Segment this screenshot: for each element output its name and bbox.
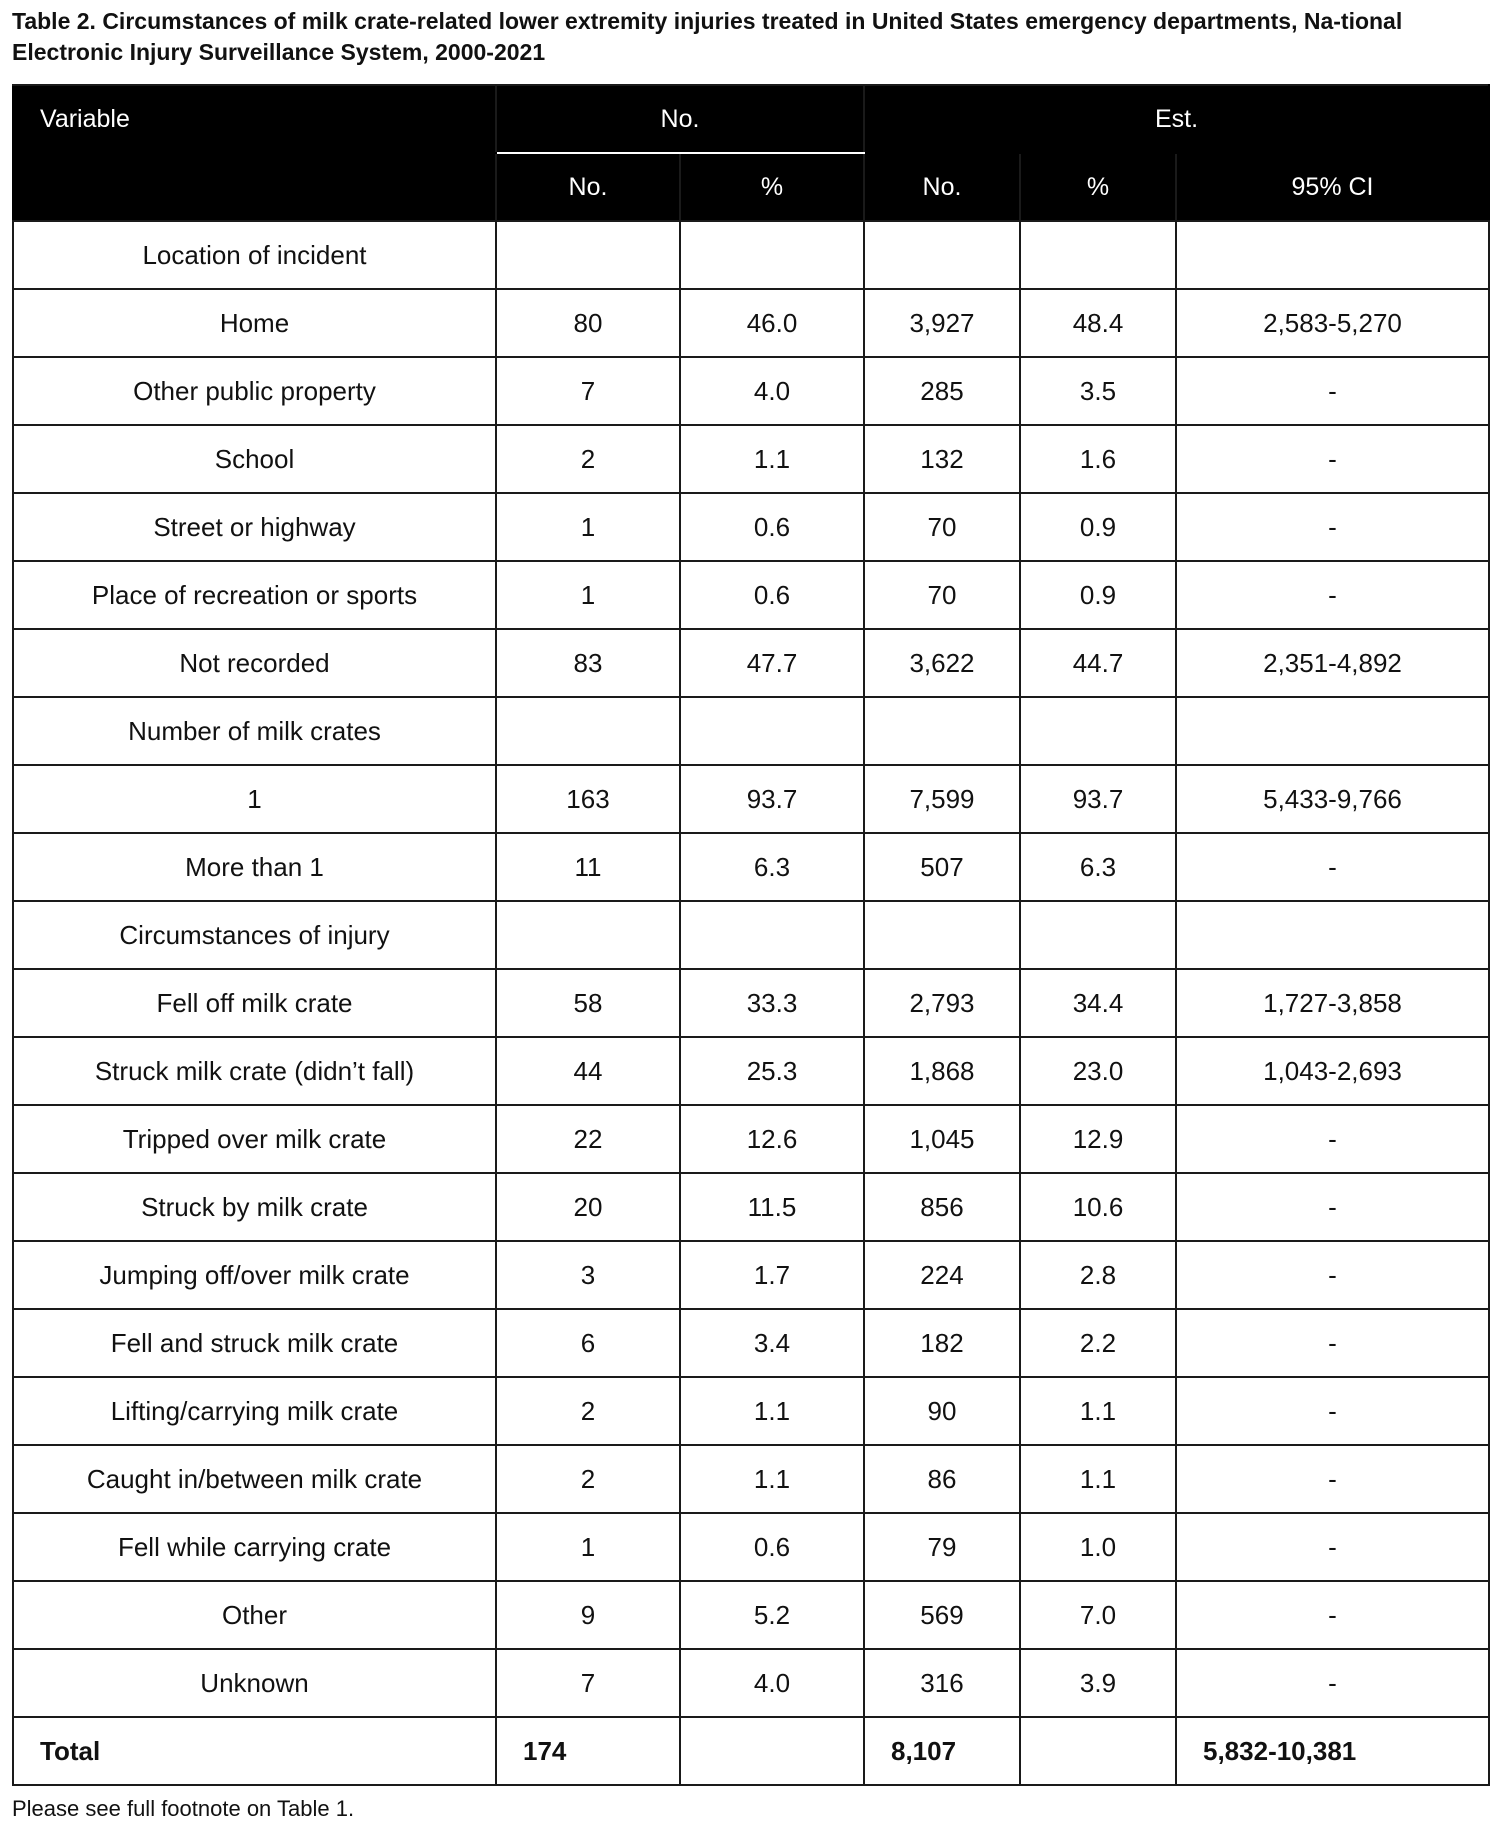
row-no: 1 (496, 561, 680, 629)
est-no-column-header: No. (864, 153, 1020, 221)
section-title: Circumstances of injury (13, 901, 496, 969)
row-est-no: 86 (864, 1445, 1020, 1513)
ci-column-header: 95% CI (1176, 153, 1489, 221)
row-est-no: 569 (864, 1581, 1020, 1649)
row-pct: 1.7 (680, 1241, 864, 1309)
row-est-pct: 1.6 (1020, 425, 1176, 493)
row-pct: 46.0 (680, 289, 864, 357)
row-est-pct: 12.9 (1020, 1105, 1176, 1173)
row-est-pct: 1.0 (1020, 1513, 1176, 1581)
table-header (13, 85, 1489, 221)
row-label: Unknown (13, 1649, 496, 1717)
row-est-pct: 2.2 (1020, 1309, 1176, 1377)
row-pct: 33.3 (680, 969, 864, 1037)
table-footnote: Please see full footnote on Table 1. (12, 1796, 355, 1821)
row-est-no: 70 (864, 493, 1020, 561)
row-ci: - (1176, 425, 1489, 493)
row-label: School (13, 425, 496, 493)
row-pct: 1.1 (680, 1445, 864, 1513)
row-ci: - (1176, 561, 1489, 629)
row-ci: - (1176, 1649, 1489, 1717)
row-est-no: 182 (864, 1309, 1020, 1377)
empty-cell (680, 901, 864, 969)
row-no: 80 (496, 289, 680, 357)
empty-cell (864, 221, 1020, 289)
row-label: Fell off milk crate (13, 969, 496, 1037)
section-header-row (13, 901, 1489, 969)
table-row (13, 969, 1489, 1037)
row-no: 1 (496, 493, 680, 561)
row-est-no: 285 (864, 357, 1020, 425)
variable-subheader (13, 153, 496, 221)
empty-cell (1176, 901, 1489, 969)
row-no: 9 (496, 1581, 680, 1649)
row-label: Place of recreation or sports (13, 561, 496, 629)
section-title: Location of incident (13, 221, 496, 289)
empty-cell (1020, 221, 1176, 289)
empty-cell (864, 697, 1020, 765)
row-pct: 93.7 (680, 765, 864, 833)
table-caption: Table 2. Circumstances of milk crate-related lower extremity injuries treated in United States emergency departments, Na-tional Electronic Injury Surveillance System, 2000-2021 (12, 8, 1403, 65)
row-label: Fell while carrying crate (13, 1513, 496, 1581)
row-est-pct: 7.0 (1020, 1581, 1176, 1649)
row-est-no: 1,045 (864, 1105, 1020, 1173)
row-ci: - (1176, 357, 1489, 425)
row-label: Lifting/carrying milk crate (13, 1377, 496, 1445)
table-body (13, 221, 1489, 1717)
section-header-row (13, 221, 1489, 289)
row-ci: - (1176, 1581, 1489, 1649)
row-ci: - (1176, 1513, 1489, 1581)
row-pct: 0.6 (680, 493, 864, 561)
row-no: 2 (496, 425, 680, 493)
table-row (13, 1513, 1489, 1581)
row-no: 6 (496, 1309, 680, 1377)
table-row (13, 493, 1489, 561)
empty-cell (496, 901, 680, 969)
empty-cell (1176, 697, 1489, 765)
row-est-no: 3,927 (864, 289, 1020, 357)
table-row (13, 1037, 1489, 1105)
row-label: Other (13, 1581, 496, 1649)
row-no: 58 (496, 969, 680, 1037)
row-no: 1 (496, 1513, 680, 1581)
row-est-no: 90 (864, 1377, 1020, 1445)
row-pct: 1.1 (680, 1377, 864, 1445)
row-ci: - (1176, 1105, 1489, 1173)
row-ci: - (1176, 1445, 1489, 1513)
empty-cell (680, 221, 864, 289)
row-ci: - (1176, 493, 1489, 561)
table-row (13, 765, 1489, 833)
row-no: 44 (496, 1037, 680, 1105)
row-label: Home (13, 289, 496, 357)
row-label: Tripped over milk crate (13, 1105, 496, 1173)
total-pct (680, 1717, 864, 1785)
row-est-pct: 48.4 (1020, 289, 1176, 357)
table-row (13, 561, 1489, 629)
row-no: 22 (496, 1105, 680, 1173)
table-row (13, 1377, 1489, 1445)
row-est-pct: 93.7 (1020, 765, 1176, 833)
row-label: Struck by milk crate (13, 1173, 496, 1241)
row-ci: 2,583-5,270 (1176, 289, 1489, 357)
row-no: 11 (496, 833, 680, 901)
section-header-row (13, 697, 1489, 765)
empty-cell (1020, 901, 1176, 969)
table-row (13, 289, 1489, 357)
row-est-pct: 0.9 (1020, 561, 1176, 629)
row-no: 83 (496, 629, 680, 697)
row-label: Other public property (13, 357, 496, 425)
row-ci: - (1176, 1309, 1489, 1377)
row-est-no: 507 (864, 833, 1020, 901)
row-est-no: 2,793 (864, 969, 1020, 1037)
row-est-no: 224 (864, 1241, 1020, 1309)
table-row (13, 1649, 1489, 1717)
row-no: 7 (496, 1649, 680, 1717)
total-no: 174 (496, 1717, 680, 1785)
row-no: 3 (496, 1241, 680, 1309)
total-row (13, 1717, 1489, 1785)
row-ci: 2,351-4,892 (1176, 629, 1489, 697)
sample-group-header: No. (496, 85, 864, 153)
row-est-pct: 10.6 (1020, 1173, 1176, 1241)
no-column-header: No. (496, 153, 680, 221)
table-row (13, 1241, 1489, 1309)
row-pct: 5.2 (680, 1581, 864, 1649)
row-est-pct: 34.4 (1020, 969, 1176, 1037)
row-pct: 3.4 (680, 1309, 864, 1377)
row-est-pct: 0.9 (1020, 493, 1176, 561)
row-est-pct: 23.0 (1020, 1037, 1176, 1105)
row-est-no: 132 (864, 425, 1020, 493)
row-est-pct: 44.7 (1020, 629, 1176, 697)
row-label: Street or highway (13, 493, 496, 561)
row-est-pct: 6.3 (1020, 833, 1176, 901)
row-est-no: 1,868 (864, 1037, 1020, 1105)
row-no: 7 (496, 357, 680, 425)
row-pct: 12.6 (680, 1105, 864, 1173)
row-est-pct: 3.5 (1020, 357, 1176, 425)
estimate-group-header: Est. (864, 85, 1489, 153)
row-ci: 5,433-9,766 (1176, 765, 1489, 833)
row-label: Struck milk crate (didn’t fall) (13, 1037, 496, 1105)
row-est-no: 3,622 (864, 629, 1020, 697)
empty-cell (680, 697, 864, 765)
table-row (13, 1581, 1489, 1649)
row-ci: - (1176, 1377, 1489, 1445)
pct-column-header: % (680, 153, 864, 221)
row-ci: - (1176, 1173, 1489, 1241)
table-row (13, 1445, 1489, 1513)
table-row (13, 425, 1489, 493)
row-est-pct: 1.1 (1020, 1445, 1176, 1513)
est-pct-column-header: % (1020, 153, 1176, 221)
row-est-no: 316 (864, 1649, 1020, 1717)
row-no: 2 (496, 1445, 680, 1513)
row-no: 20 (496, 1173, 680, 1241)
row-est-pct: 3.9 (1020, 1649, 1176, 1717)
table-row (13, 1105, 1489, 1173)
table-row (13, 1309, 1489, 1377)
row-ci: 1,727-3,858 (1176, 969, 1489, 1037)
row-no: 2 (496, 1377, 680, 1445)
empty-cell (496, 221, 680, 289)
total-label: Total (13, 1717, 496, 1785)
row-pct: 0.6 (680, 1513, 864, 1581)
row-pct: 11.5 (680, 1173, 864, 1241)
total-est-pct (1020, 1717, 1176, 1785)
row-pct: 1.1 (680, 425, 864, 493)
row-est-no: 7,599 (864, 765, 1020, 833)
variable-header: Variable (13, 85, 496, 153)
row-ci: - (1176, 1241, 1489, 1309)
row-no: 163 (496, 765, 680, 833)
section-title: Number of milk crates (13, 697, 496, 765)
row-label: Fell and struck milk crate (13, 1309, 496, 1377)
row-pct: 4.0 (680, 357, 864, 425)
injury-circumstances-table (12, 84, 1490, 1786)
total-est-no: 8,107 (864, 1717, 1020, 1785)
table-row (13, 833, 1489, 901)
row-pct: 25.3 (680, 1037, 864, 1105)
row-label: Caught in/between milk crate (13, 1445, 496, 1513)
empty-cell (1176, 221, 1489, 289)
row-est-pct: 2.8 (1020, 1241, 1176, 1309)
empty-cell (864, 901, 1020, 969)
row-est-pct: 1.1 (1020, 1377, 1176, 1445)
row-pct: 47.7 (680, 629, 864, 697)
row-label: Jumping off/over milk crate (13, 1241, 496, 1309)
row-est-no: 856 (864, 1173, 1020, 1241)
table-row (13, 629, 1489, 697)
row-pct: 0.6 (680, 561, 864, 629)
empty-cell (496, 697, 680, 765)
row-label: 1 (13, 765, 496, 833)
row-label: Not recorded (13, 629, 496, 697)
table-row (13, 1173, 1489, 1241)
row-ci: - (1176, 833, 1489, 901)
table-row (13, 357, 1489, 425)
row-est-no: 79 (864, 1513, 1020, 1581)
row-pct: 6.3 (680, 833, 864, 901)
row-pct: 4.0 (680, 1649, 864, 1717)
total-ci: 5,832-10,381 (1176, 1717, 1489, 1785)
row-label: More than 1 (13, 833, 496, 901)
empty-cell (1020, 697, 1176, 765)
row-ci: 1,043-2,693 (1176, 1037, 1489, 1105)
row-est-no: 70 (864, 561, 1020, 629)
